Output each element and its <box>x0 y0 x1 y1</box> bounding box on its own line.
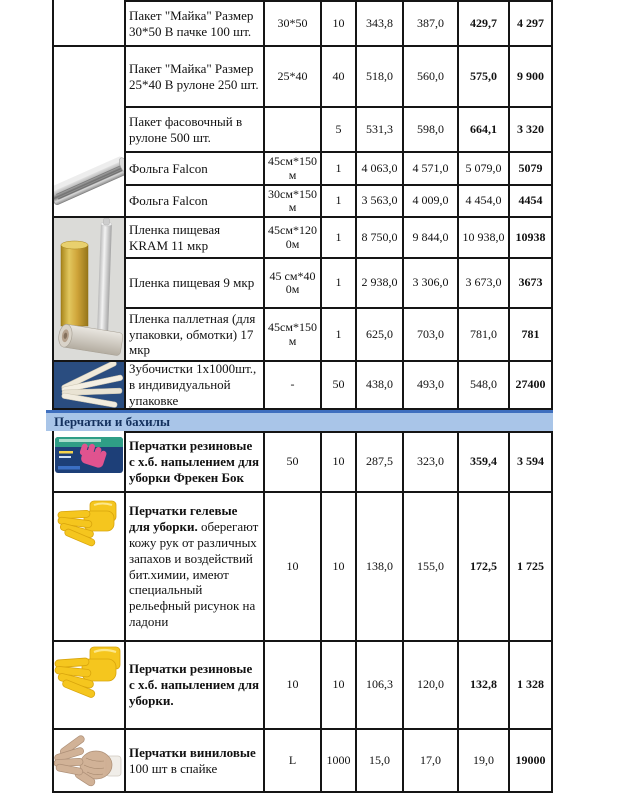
cell-description <box>124 642 263 728</box>
cell-total: 9 900 <box>508 47 553 106</box>
cell-size: 25*40 <box>263 47 320 106</box>
cell-p2: 703,0 <box>402 309 457 360</box>
cell-total: 19000 <box>508 730 553 791</box>
cell-description <box>124 493 263 640</box>
vinyl-glove-photo <box>52 730 124 793</box>
cell-p3: 3 673,0 <box>457 259 508 307</box>
cell-p2: 387,0 <box>402 2 457 45</box>
product-name: Фольга Falcon <box>129 160 208 176</box>
cell-total: 1 725 <box>508 493 553 640</box>
product-name: Пакет фасовочный в рулоне 500 шт. <box>129 113 243 145</box>
cell-description <box>124 108 263 151</box>
product-name: Зубочистки 1х1000шт., в индивидуальной упаковке <box>129 361 257 408</box>
cell-p2: 3 306,0 <box>402 259 457 307</box>
cell-p3: 10 938,0 <box>457 218 508 257</box>
cell-p2: 4 571,0 <box>402 153 457 184</box>
product-name: Перчатки гелевые для уборки. <box>129 503 238 534</box>
cell-p1: 15,0 <box>355 730 402 791</box>
cell-p3: 429,7 <box>457 2 508 45</box>
cell-total: 27400 <box>508 362 553 408</box>
cell-size: 10 <box>263 642 320 728</box>
cell-p2: 598,0 <box>402 108 457 151</box>
cell-p3: 359,4 <box>457 433 508 491</box>
product-row <box>124 0 553 47</box>
cell-p1: 518,0 <box>355 47 402 106</box>
cell-size: 10 <box>263 493 320 640</box>
cell-p3: 664,1 <box>457 108 508 151</box>
cell-p1: 3 563,0 <box>355 186 402 216</box>
product-row <box>124 642 553 730</box>
cell-size: 45см*150м <box>263 153 320 184</box>
cell-qty: 1000 <box>320 730 355 791</box>
product-note: оберегают кожу рук от различных запахов и воздействий бит.химии, имеют специальный рельефный рисунок на ладони <box>129 518 259 630</box>
product-name: Пакет "Майка" Размер 30*50 В пачке 100 шт. <box>129 7 254 39</box>
product-name: Пленка паллетная (для упаковки, обмотки) 17 мкр <box>129 310 256 358</box>
cell-p3: 781,0 <box>457 309 508 360</box>
product-name: Перчатки резиновые с х.б. напылением для уборки Фрекен Бок <box>129 438 260 485</box>
product-row <box>124 218 553 259</box>
cell-p2: 4 009,0 <box>402 186 457 216</box>
cell-size: 30см*150м <box>263 186 320 216</box>
cell-qty: 10 <box>320 2 355 45</box>
cell-p2: 560,0 <box>402 47 457 106</box>
product-row <box>124 309 553 362</box>
cell-p2: 120,0 <box>402 642 457 728</box>
cell-qty: 40 <box>320 47 355 106</box>
cell-p3: 575,0 <box>457 47 508 106</box>
cell-p1: 2 938,0 <box>355 259 402 307</box>
cell-total: 3673 <box>508 259 553 307</box>
cell-total: 781 <box>508 309 553 360</box>
product-name: Перчатки виниловые <box>129 744 256 760</box>
product-row <box>124 493 553 642</box>
cell-p3: 172,5 <box>457 493 508 640</box>
section-header-label: Перчатки и бахилы <box>54 414 171 429</box>
cell-total: 3 594 <box>508 433 553 491</box>
cell-p1: 531,3 <box>355 108 402 151</box>
cell-p3: 5 079,0 <box>457 153 508 184</box>
cell-description <box>124 186 263 216</box>
cell-size: 45см*1200м <box>263 218 320 257</box>
toothpicks-photo <box>52 362 124 410</box>
cell-total: 4454 <box>508 186 553 216</box>
foil-roll-photo <box>52 47 124 218</box>
section-header <box>46 410 553 431</box>
cell-qty: 5 <box>320 108 355 151</box>
cell-total: 5079 <box>508 153 553 184</box>
cell-size: 30*50 <box>263 2 320 45</box>
cell-description <box>124 433 263 491</box>
cell-size: L <box>263 730 320 791</box>
cell-p2: 9 844,0 <box>402 218 457 257</box>
product-note: 100 шт в спайке <box>129 760 218 776</box>
cell-p3: 132,8 <box>457 642 508 728</box>
cell-p3: 548,0 <box>457 362 508 408</box>
cell-description <box>124 153 263 184</box>
cling-film-rolls-photo <box>52 218 124 362</box>
cell-qty: 1 <box>320 309 355 360</box>
product-name: Фольга Falcon <box>129 193 208 209</box>
product-name: Пленка пищевая KRAM 11 мкр <box>129 221 221 253</box>
cell-qty: 1 <box>320 218 355 257</box>
product-row <box>124 362 553 410</box>
cell-size: 50 <box>263 433 320 491</box>
cell-total: 4 297 <box>508 2 553 45</box>
cell-description <box>124 730 263 791</box>
cell-p1: 138,0 <box>355 493 402 640</box>
cell-p1: 438,0 <box>355 362 402 408</box>
cell-total: 3 320 <box>508 108 553 151</box>
gel-gloves-photo <box>52 493 124 642</box>
cell-description <box>124 259 263 307</box>
cell-qty: 50 <box>320 362 355 408</box>
cell-p2: 493,0 <box>402 362 457 408</box>
cell-total: 10938 <box>508 218 553 257</box>
product-row <box>124 186 553 218</box>
cell-p2: 323,0 <box>402 433 457 491</box>
product-name: Пакет "Майка" Размер 25*40 В рулоне 250 шт. <box>129 60 259 92</box>
cell-p1: 4 063,0 <box>355 153 402 184</box>
product-row <box>124 153 553 186</box>
cell-size <box>263 108 320 151</box>
cell-description <box>124 309 263 360</box>
product-row <box>124 730 553 793</box>
cell-qty: 10 <box>320 433 355 491</box>
cell-p1: 106,3 <box>355 642 402 728</box>
rubber-gloves-photo <box>52 642 124 730</box>
cell-description <box>124 362 263 408</box>
cell-total: 1 328 <box>508 642 553 728</box>
cell-p1: 343,8 <box>355 2 402 45</box>
product-name: Пленка пищевая 9 мкр <box>129 275 255 291</box>
cell-qty: 10 <box>320 642 355 728</box>
product-row <box>124 259 553 309</box>
product-name: Перчатки резиновые с х.б. напылением для уборки. <box>129 661 260 708</box>
cell-qty: 10 <box>320 493 355 640</box>
cell-size: - <box>263 362 320 408</box>
cell-description <box>124 218 263 257</box>
cell-p1: 8 750,0 <box>355 218 402 257</box>
cell-p2: 17,0 <box>402 730 457 791</box>
cell-size: 45 см*400м <box>263 259 320 307</box>
product-row <box>124 108 553 153</box>
cell-p3: 19,0 <box>457 730 508 791</box>
cell-qty: 1 <box>320 259 355 307</box>
cell-p2: 155,0 <box>402 493 457 640</box>
cell-qty: 1 <box>320 153 355 184</box>
cell-p1: 287,5 <box>355 433 402 491</box>
empty-photo-cell <box>52 0 124 47</box>
product-row <box>124 47 553 108</box>
product-row <box>124 431 553 493</box>
cell-description <box>124 47 263 106</box>
cell-p1: 625,0 <box>355 309 402 360</box>
rubber-gloves-pack-photo <box>52 431 124 493</box>
cell-p3: 4 454,0 <box>457 186 508 216</box>
cell-description <box>124 2 263 45</box>
cell-qty: 1 <box>320 186 355 216</box>
cell-size: 45см*150м <box>263 309 320 360</box>
